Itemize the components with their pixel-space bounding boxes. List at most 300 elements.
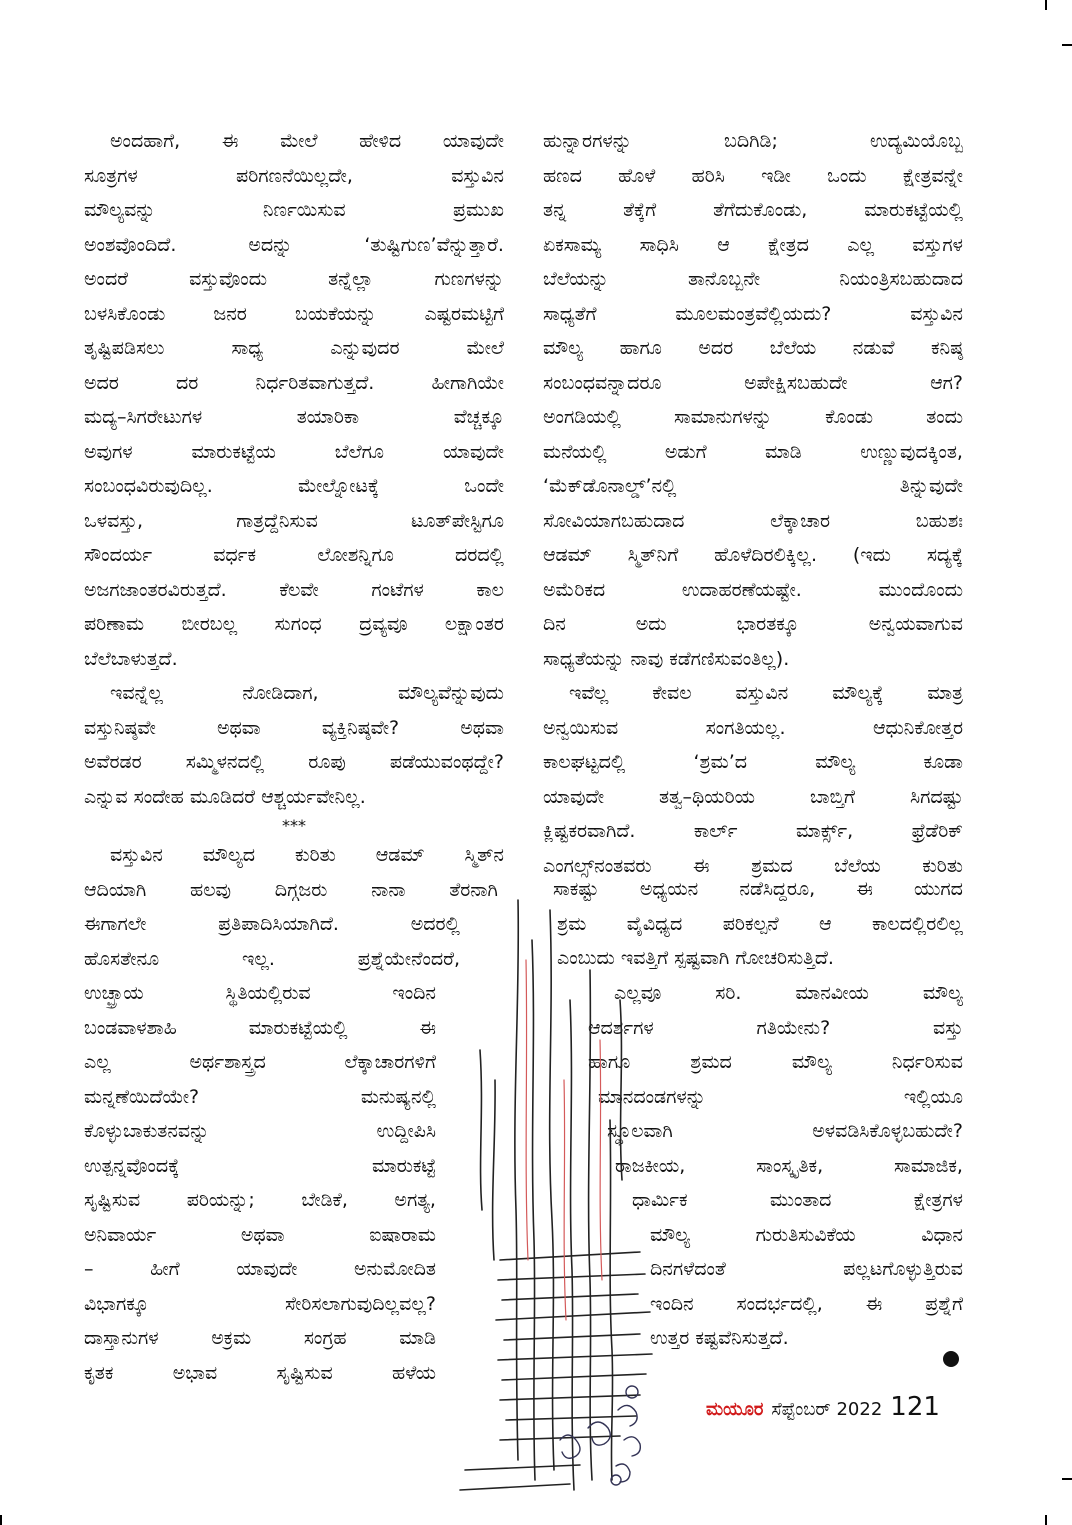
word: ಯುಗದ [914,878,963,900]
word: ಕಾಲ [476,578,504,601]
word: ಸೌಂದರ್ಯ [84,544,153,566]
text-line [84,838,504,873]
word: ಇಡೀ [761,164,791,187]
word: ಯಾವುದೇ [236,1258,298,1280]
paragraph-3-cont [84,976,436,1390]
text-line [543,814,963,849]
word: ಅಂದರೆ [84,268,129,290]
word: ಯಾವುದೇ [442,440,504,463]
crop-mark-bottom [1045,1515,1047,1525]
word: ಫ್ರೆಡೆರಿಕ್ [911,820,963,842]
word: ಮೌಲ್ಯಕ್ಕೆ [832,682,884,704]
text-line [84,297,504,332]
crop-mark-right-top [1062,44,1072,46]
word: ಮೌಲ್ಯದ [202,844,256,866]
word: ಉದ್ದೀಪಿಸಿ [376,1120,436,1142]
text-line [84,1356,436,1391]
text-line [84,124,504,159]
word: ಗಾತ್ರದ್ದೆನಿಸುವ [236,509,318,532]
word: ಎಷ್ಟರಮಟ್ಟಿಗೆ [424,302,504,325]
word: ಹುನ್ನಾರಗಳನ್ನು [543,130,632,152]
word: ಆಡಮ್ [543,544,592,566]
word: ಅಜಗಜಾಂತರವಿರುತ್ತದೆ. [84,578,227,601]
word: ನಿರ್ಧರಿತವಾಗುತ್ತದೆ. [255,371,375,394]
word: ಪರಿಣಾಮ [84,613,145,635]
word: ಅದರ [698,337,734,359]
word: ಸೃಷ್ಟಿಸುವ [84,1189,141,1211]
word: ಹೀಗೆ [150,1258,180,1280]
text-line [543,193,963,228]
word: ಬೇಡಿಕೆ, [301,1189,348,1211]
word: ಮನೆಯಲ್ಲಿ [543,440,607,463]
word: ಬದಿಗಿಡಿ; [723,130,778,152]
word: ಮೂಲಮಂತ್ರವೆಲ್ಲಿಯದು? [675,302,832,325]
text-line [84,1287,436,1322]
text-line: ಎಂಬುದು ಇವತ್ತಿಗೆ ಸ್ಪಷ್ಟವಾಗಿ ಗೋಚರಿಸುತ್ತಿದೆ. [557,947,834,969]
word: ಇವೆಲ್ಲ [569,682,609,704]
word: ಇಂದಿನ [650,1292,694,1315]
text-line [84,573,504,608]
word: ಸದ್ಯಕ್ಕೆ [926,544,963,566]
word: ವರ್ಧಕ [213,544,257,566]
word: ಮೇಲೆ [466,337,504,359]
word: ಎಲ್ಲ [84,1051,111,1073]
text-line [543,228,963,263]
word: ಆಡಮ್ [375,844,425,866]
word: ವಸ್ತುವಿನ [110,844,163,866]
word: ಮೌಲ್ಯ [543,337,584,359]
word: ಸ್ಥಿತಿಯಲ್ಲಿರುವ [225,982,311,1004]
word: ದಾಸ್ತಾನುಗಳ [84,1327,159,1349]
word: ಅಡುಗೆ [664,440,707,463]
text-line [84,1080,436,1115]
word: ಅನ್ವಯಿಸುವ [543,716,619,739]
word: ಮಾರ್ಕ್ಸ್, [795,820,854,842]
text-line [84,745,504,780]
word: ಹಾಗೂ [588,1051,631,1073]
word: ಅದು [635,613,667,635]
paragraph-1 [84,124,504,676]
word: ವಸ್ತುವಿನ [910,302,963,325]
text-line [84,159,504,194]
word: ಆ [819,912,832,935]
word: ಮಾರುಕಟ್ಟೆಯಲ್ಲಿ [248,1016,348,1039]
word: ತಾನೊಬ್ಬನೇ [688,268,761,290]
text-line [84,469,504,504]
word: ಇಲ್ಲ. [241,947,275,970]
left-column [84,124,504,838]
word: ಪರಿಕಲ್ಪನೆ [722,912,779,935]
word: ತನ್ನೆಲ್ಲಾ [328,268,374,290]
right-column [543,124,963,883]
word: ಅಗತ್ಯ, [394,1189,436,1211]
word: ಪ್ರತಿಪಾದಿಸಿಯಾಗಿದೆ. [218,913,339,935]
word: ಅಭಾವ [172,1361,218,1384]
word: ಸಂಬಂಧವಿರುವುದಿಲ್ಲ. [84,475,213,497]
word: ಕನಿಷ್ಠ [930,337,963,359]
text-line [543,780,963,815]
word: ‘ತುಷ್ಟಿಗುಣ’ವೆನ್ನುತ್ತಾರೆ. [364,233,504,256]
word: ಅದರಲ್ಲಿ [410,913,460,935]
word: ಸಮ್ಮಿಳನದಲ್ಲಿ [185,751,265,773]
word: ಉತ್ಪನ್ನವೊಂದಕ್ಕೆ [84,1154,180,1177]
word: ಅಥವಾ [460,716,504,739]
word: ಎಲ್ಲ [847,233,875,256]
word: ಪರಿಗಣನೆಯಿಲ್ಲದೇ, [236,164,353,187]
text-line [650,1218,963,1253]
word: ಸಾಕಷ್ಟು [553,878,599,900]
word: ಕ್ಷೇತ್ರದ [768,233,809,256]
word: ಸಾಮಾನುಗಳನ್ನು [674,406,772,428]
word: ಹಲವು [190,878,232,901]
word: ಕಾಲದಲ್ಲಿರಲಿಲ್ಲ [872,912,963,935]
word: ಅನುಮೋದಿತ [353,1258,436,1280]
word: ಸಾಧಿಸಿ [639,233,679,256]
word: ವಿಭಾಗಕ್ಕೂ [84,1292,149,1315]
word: ವೈವಿಧ್ಯದ [626,912,683,935]
text-line [543,400,963,435]
paragraph-3-cont [84,873,498,908]
word: ಮಾರುಕಟ್ಟೆಯ [191,440,276,463]
word: ಪ್ರಶ್ನೆಗೆ [925,1292,963,1315]
word: ಕುರಿತು [295,844,336,866]
text-line [84,1045,436,1080]
word: ಹೀಗಾಗಿಯೇ [431,371,504,394]
word: ವ್ಯಕ್ತಿನಿಷ್ಠವೇ? [321,716,400,739]
word: ಬಂಡವಾಳಶಾಹಿ [84,1016,177,1039]
word: ಆಗ? [930,371,963,394]
word: ಮೌಲ್ಯವನ್ನು [84,199,156,221]
word: ಮಾರುಕಟ್ಟೆಯಲ್ಲಿ [864,199,963,221]
word: ಹಳೆಯ [392,1361,436,1384]
paragraph-6-cont [650,1218,963,1356]
word: ಮೌಲ್ಯ [815,751,856,773]
word: ಆದಿಯಾಗಿ [84,878,147,901]
word: ಮೌಲ್ಯ [650,1223,691,1246]
word: ಇಂದಿನ [392,982,436,1004]
word: ಗಂಟೆಗಳ [371,578,424,601]
word: ಈಗಾಗಲೇ [84,913,147,935]
word: ‘ಶ್ರಮ’ದ [693,751,748,773]
word: ವಸ್ತುಗಳ [912,233,963,256]
sketch-illustration [440,880,680,1520]
word: ಅಕ್ರಮ [211,1327,252,1349]
word: ಮಾಡಿ [765,440,802,463]
text-line [84,1183,436,1218]
paragraph-2 [84,676,504,814]
word: ಸುಗಂಧ [274,613,322,635]
word: ಜನರ [213,302,247,325]
word: ಬೆಲೆಗೂ [334,440,385,463]
text-line [84,976,436,1011]
word: ವೆಚ್ಚಕ್ಕೂ [453,406,504,428]
text-line [543,297,963,332]
word: ಆಧುನಿಕೋತ್ತರ [872,716,963,739]
end-bullet-icon [943,1351,959,1367]
word: ರೂಪು [308,751,346,773]
text-line [84,366,504,401]
issue-date: ಸೆಪ್ಟೆಂಬರ್ 2022 [771,1399,883,1420]
word: ಹೊಸತೇನೂ [84,947,160,970]
text-line [84,907,460,942]
word: ಉಚ್ಛ್ರಾಯ [84,982,144,1004]
text-line [84,1321,436,1356]
word: ನಡುವೆ [852,337,895,359]
word: ಒಂದೇ [464,475,504,497]
word: ಮಾರುಕಟ್ಟೆ [372,1154,436,1177]
word: ಅಳವಡಿಸಿಕೊಳ್ಳಬಹುದೇ? [812,1120,963,1142]
word: ಸಂಬಂಧವನ್ನಾದರೂ [543,371,662,394]
word: ಶ್ರಮದ [751,854,793,877]
paragraph-3-cont [84,942,460,977]
word: ತೆಕ್ಕೆಗೆ [623,199,657,221]
word: ಬೆಲೆಯ [834,854,881,877]
paragraph-4 [543,124,963,676]
paragraph-5 [543,676,963,883]
word: ತನ್ನ [543,199,567,221]
text-line [543,538,963,573]
word: ದ್ರವ್ಯವೂ [359,613,408,635]
word: ಗುರುತಿಸುವಿಕೆಯ [755,1223,856,1246]
word: ಯಾವುದೇ [442,130,504,152]
text-line [84,607,504,642]
text-line [84,1011,436,1046]
word: ಏಕಸಾಮ್ಯ [543,233,602,256]
word: ಮಾಡಿ [399,1327,436,1349]
word: (ಇದು [852,544,891,566]
word: ನಡೆಸಿದ್ದರೂ, [739,878,816,900]
word: ನೋಡಿದಾಗ, [242,682,319,704]
word: ಮೇಲೆ [280,130,318,152]
text-line [543,607,963,642]
word: ಅವೆರಡರ [84,751,142,773]
word: ಧಾರ್ಮಿಕ [632,1189,688,1211]
word: ವಸ್ತುವಿನ [451,164,504,187]
word: ಅಂದಹಾಗೆ, [110,130,181,152]
text-line [543,504,963,539]
word: ಸಾಧ್ಯತೆಗೆ [543,302,597,325]
word: ಕೃತಕ [84,1361,114,1384]
word: ಬೀರಬಲ್ಲ [181,613,238,635]
text-line [543,262,963,297]
word: ನಿರ್ಣಯಿಸುವ [262,199,346,221]
word: ವಸ್ತುನಿಷ್ಠವೇ [84,716,156,739]
section-separator: *** [282,816,306,835]
word: ಬಳಸಿಕೊಂಡು [84,302,166,325]
word: ನಿರ್ಧರಿಸುವ [891,1051,963,1073]
word: ಅಂಶವೊಂದಿದೆ. [84,233,177,256]
word: ಅವುಗಳ [84,440,133,463]
text-line [543,469,963,504]
word: ಲೆಕ್ಕಾಚಾರ [770,509,831,532]
text-line [543,711,963,746]
word: ದಿನಗಳೆದಂತೆ [650,1258,726,1280]
word: ಅಥವಾ [216,716,261,739]
word: ಅರ್ಥಶಾಸ್ತ್ರದ [189,1051,266,1073]
word: ಬಯಕೆಯನ್ನು [294,302,377,325]
word: ಈ [221,130,239,152]
word: ಎಲ್ಲವೂ [614,982,662,1004]
word: ಸಂದರ್ಭದಲ್ಲಿ, [736,1292,823,1315]
word: ಕಾಲಘಟ್ಟದಲ್ಲಿ [543,751,626,773]
word: ಲೆಕ್ಕಾಚಾರಗಳಿಗೆ [344,1051,436,1073]
word: ಇಲ್ಲಿಯೂ [903,1085,963,1108]
text-line [543,676,963,711]
word: ದರದಲ್ಲಿ [455,544,504,566]
word: ವಸ್ತು [933,1016,963,1039]
word: ಸಾಧ್ಯ [231,337,264,359]
word: ನಾನಾ [371,878,406,901]
word: ಅಥವಾ [240,1223,285,1246]
magazine-logo: ಮಯೂರ [706,1399,764,1420]
text-line: ಎನ್ನುವ ಸಂದೇಹ ಮೂಡಿದರೆ ಆಶ್ಚರ್ಯವೇನಿಲ್ಲ. [84,785,366,808]
word: ತಿನ್ನುವುದೇ [899,475,963,497]
word: ಕುರಿತು [922,854,963,877]
word: ಮುಂತಾದ [769,1189,832,1211]
word: ಎಂಗಲ್ಸ್‌ನಂತವರು [543,854,652,877]
word: ಸೃಷ್ಟಿಸುವ [276,1361,333,1384]
word: ಪ್ರಶ್ನೆಯೇನೆಂದರೆ, [357,947,460,970]
text-line [84,1149,436,1184]
word: ‘ಮೆಕ್‌ಡೊನಾಲ್ಡ್’ನಲ್ಲಿ [543,475,677,497]
text-line [84,711,504,746]
word: ಕ್ಲಿಷ್ಟಕರವಾಗಿದೆ. [543,820,636,842]
text-line [543,435,963,470]
text-line [84,1252,436,1287]
word: ಪಡೆಯುವಂಥದ್ದೇ? [389,751,504,773]
text-line [650,1287,963,1322]
word: ವಸ್ತುವಿನ [735,682,789,704]
word: ಬಾಬ್ತಿಗೆ [809,785,856,808]
word: ದರ [176,371,199,394]
text-line [84,435,504,470]
word: ಒಂದು [827,164,867,187]
word: ಯಾವುದೇ [543,785,605,808]
paragraph-3-cont [84,907,460,942]
word: ಆ [717,233,730,256]
word: ಮನುಷ್ಯನಲ್ಲಿ [360,1085,436,1108]
word: ಸರಿ. [715,982,742,1004]
word: ದಿಗ್ಗಜರು [274,878,328,901]
word: ಮಾತ್ರ [927,682,963,704]
word: ಮೌಲ್ಯ [791,1051,832,1073]
word: ವಸ್ತುವೊಂದು [189,268,268,290]
word: ಇವನ್ನೆಲ್ಲ [110,682,164,704]
word: ಹೇಳಿದ [359,130,402,152]
word: – [84,1258,94,1280]
text-line: ಉತ್ತರ ಕಷ್ಟವೆನಿಸುತ್ತದೆ. [650,1327,789,1349]
text-line [543,745,963,780]
word: ಪರಿಯನ್ನು; [186,1189,255,1211]
word: ಸೂತ್ರಗಳ [84,164,138,187]
word: ಸಾಮಾಜಿಕ, [894,1154,963,1177]
word: ಗತಿಯೇನು? [756,1016,831,1039]
word: ಉದ್ಯಮಿಯೊಬ್ಬ [869,130,963,152]
text-line [543,159,963,194]
word: ಭಾರತಕ್ಕೂ [736,613,799,635]
word: ಬೆಲೆಯ [769,337,817,359]
word: ಅಮೆರಿಕದ [543,578,606,601]
word: ಕಾರ್ಲ್ [693,820,738,842]
word: ಸಿಗದಷ್ಟು [909,785,963,808]
word: ಮಾನವೀಯ [795,982,869,1004]
word: ಉದಾಹರಣೆಯಷ್ಟೇ. [681,578,802,601]
text-line [84,538,504,573]
word: ಅಂಗಡಿಯಲ್ಲಿ [543,406,621,428]
word: ಮೌಲ್ಯವೆನ್ನುವುದು [397,682,504,704]
text-line [84,873,498,908]
word: ಪ್ರಮುಖ [453,199,504,221]
text-line [84,262,504,297]
word: ಬೆಲೆಯನ್ನು [543,268,609,290]
word: ತಂದು [926,406,963,428]
text-line [543,124,963,159]
word: ಅನ್ವಯವಾಗುವ [868,613,963,635]
word: ಸೋವಿಯಾಗಬಹುದಾದ [543,509,685,532]
text-line [650,1252,963,1287]
word: ಮೌಲ್ಯ [922,982,963,1004]
word: ಐಷಾರಾಮ [369,1223,436,1246]
word: ತೆರನಾಗಿ [449,878,498,901]
word: ಹೊಳೆದಿರಲಿಕ್ಕಿಲ್ಲ. [714,544,818,566]
word: ತತ್ವ–ಥಿಯರಿಯ [658,785,756,808]
crop-mark-top [1045,0,1047,10]
word: ಸಂಗತಿಯಲ್ಲ. [705,716,786,739]
word: ಸೇರಿಸಲಾಗುವುದಿಲ್ಲವಲ್ಲ? [285,1292,436,1315]
word: ಬಹುಶಃ [915,509,963,532]
word: ಅದರ [84,371,119,394]
text-line: ಬೆಲೆಬಾಳುತ್ತದೆ. [84,647,178,670]
word: ಮುಂದೊಂದು [878,578,963,601]
word: ಈ [856,878,873,900]
word: ಗುಣಗಳನ್ನು [434,268,504,290]
text-line [84,942,460,977]
page-footer [706,1392,966,1430]
word: ಅನಿವಾರ್ಯ [84,1223,157,1246]
word: ಆದರ್ಶಗಳ [588,1016,654,1039]
word: ರಾಜಕೀಯ, [615,1154,686,1177]
text-line [84,504,504,539]
word: ಪಲ್ಲಟಗೊಳ್ಳುತ್ತಿರುವ [843,1258,963,1280]
text-line [543,331,963,366]
word: ಕೊಂಡು [825,406,874,428]
word: ಶ್ರಮದ [690,1051,732,1073]
paragraph-6-cont [632,1183,963,1218]
text-line [84,1218,436,1253]
word: ಕೊಳ್ಳುಬಾಕುತನವನ್ನು [84,1120,210,1142]
word: ಲೋಶನ್ನಿಗೂ [317,544,394,566]
word: ಕೆಲವೇ [279,578,319,601]
word: ಕೂಡಾ [923,751,963,773]
text-line [84,676,504,711]
text-line: ಸಾಧ್ಯತೆಯನ್ನು ನಾವು ಕಡೆಗಣಿಸುವಂತಿಲ್ಲ). [543,647,790,670]
paragraph-3 [84,838,504,873]
word: ಸ್ಥೂಲವಾಗಿ [607,1120,673,1142]
word: ಶ್ರಮ [557,912,587,935]
word: ಉಣ್ಣುವುದಕ್ಕಿಂತ, [860,440,963,463]
text-line [84,193,504,228]
text-line [84,400,504,435]
word: ತೆಗೆದುಕೊಂಡು, [713,199,808,221]
page-number: 121 [890,1392,940,1422]
word: ಲಕ್ಷಾಂತರ [444,613,504,635]
text-line [84,1114,436,1149]
word: ಒಳವಸ್ತು, [84,509,144,532]
word: ತಯಾರಿಕಾ [296,406,360,428]
word: ಮೇಲ್ನೋಟಕ್ಕೆ [298,475,380,497]
text-line [632,1183,963,1218]
word: ಎನ್ನುವುದರ [330,337,400,359]
